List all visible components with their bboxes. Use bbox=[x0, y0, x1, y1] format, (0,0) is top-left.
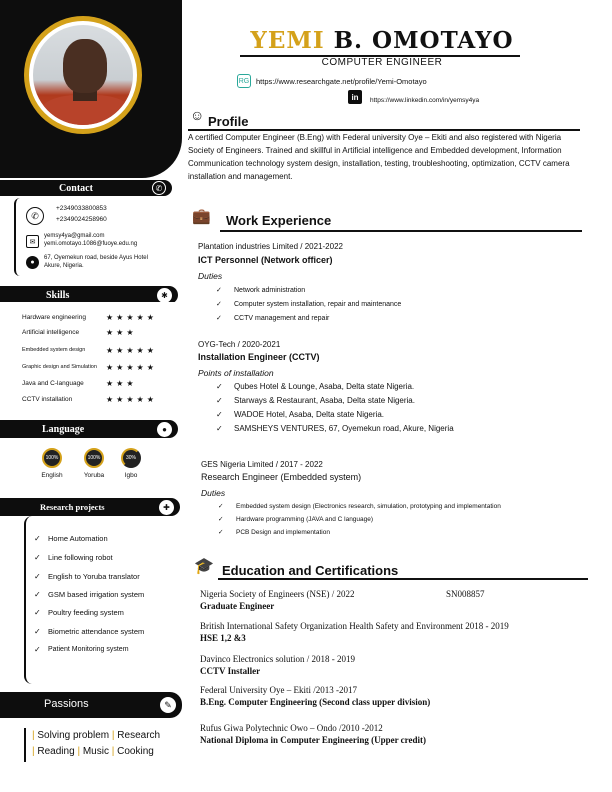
add-circle-icon: ✚ bbox=[159, 500, 174, 515]
contact-block bbox=[14, 198, 182, 276]
job-2-company: OYG-Tech / 2020-2021 bbox=[198, 340, 281, 349]
skill-row bbox=[22, 377, 177, 389]
edu-1-line: Nigeria Society of Engineers (NSE) / 2022 bbox=[200, 589, 355, 599]
person-icon: ☺ bbox=[190, 107, 205, 123]
language-section-header bbox=[0, 420, 178, 438]
list-item: ✓ Qubes Hotel & Lounge, Asaba, Delta state Nigeria. bbox=[216, 382, 415, 391]
first-name: YEMI bbox=[250, 27, 325, 54]
check-icon: ✓ bbox=[218, 516, 224, 523]
edu-4-line: Federal University Oye – Ekiti /2013 -2017 bbox=[200, 685, 357, 695]
skill-stars: ★★★★★ bbox=[106, 362, 157, 372]
language-level-igbo: 30% bbox=[121, 448, 141, 468]
check-icon: ✓ bbox=[216, 315, 222, 322]
full-name bbox=[182, 27, 582, 54]
skills-title: Skills bbox=[46, 289, 70, 301]
job-3-company: GES Nigeria Limited / 2017 - 2022 bbox=[201, 460, 323, 469]
skill-label: Embedded system design bbox=[22, 347, 86, 353]
list-item: ✓ CCTV management and repair bbox=[216, 315, 330, 322]
skill-stars: ★★★ bbox=[106, 378, 137, 388]
email-icon: ✉ bbox=[26, 235, 39, 248]
check-icon: ✓ bbox=[34, 645, 41, 654]
edu-5-line: Rufus Giwa Polytechnic Owo – Ondo /2010 -2012 bbox=[200, 723, 383, 733]
edu-1-award: Graduate Engineer bbox=[200, 601, 275, 611]
job-2-duty-label: Points of installation bbox=[198, 368, 274, 378]
list-item: ✓ GSM based irrigation system bbox=[34, 590, 145, 599]
profile-photo bbox=[33, 25, 133, 125]
check-icon: ✓ bbox=[216, 301, 222, 308]
job-1-role: ICT Personnel (Network officer) bbox=[198, 255, 333, 265]
passions-title: Passions bbox=[44, 698, 89, 710]
language-name-english: English bbox=[41, 472, 63, 479]
check-icon: ✓ bbox=[34, 572, 41, 581]
job-2-role: Installation Engineer (CCTV) bbox=[198, 352, 320, 362]
job-1-duty-label: Duties bbox=[198, 271, 223, 281]
check-icon: ✓ bbox=[34, 608, 41, 617]
edu-5-award: National Diploma in Computer Engineering (Upper credit) bbox=[200, 735, 427, 745]
last-name: B. OMOTAYO bbox=[324, 27, 514, 54]
skill-label: Graphic design and Simulation bbox=[22, 364, 97, 370]
skill-row bbox=[22, 344, 177, 356]
list-item: ✓ Computer system installation, repair and maintenance bbox=[216, 301, 402, 308]
language-list bbox=[0, 438, 182, 490]
skill-label: Hardware engineering bbox=[22, 313, 86, 321]
skill-stars: ★★★★★ bbox=[106, 345, 157, 355]
list-item: ✓ Hardware programming (JAVA and C language) bbox=[218, 516, 374, 523]
skill-stars: ★★★★★ bbox=[106, 312, 157, 322]
gear-icon: ✱ bbox=[157, 288, 172, 303]
list-item: ✓ WADOE Hotel, Asaba, Delta state Nigeria. bbox=[216, 410, 384, 419]
education-rule bbox=[218, 578, 588, 580]
passions-list: | Solving problem | Research | Reading | Music | Cooking bbox=[24, 728, 184, 762]
linkedin-link[interactable]: https://www.linkedin.com/in/yemsy4ya bbox=[370, 97, 480, 104]
contact-title: Contact bbox=[59, 182, 93, 194]
location-icon: ● bbox=[26, 256, 39, 269]
address-line-1: 67, Oyemekun road, beside Ayus Hotel bbox=[44, 255, 148, 261]
profile-text: A certified Computer Engineer (B.Eng) with Federal university Oye – Ekiti and also registered with Nigeria Society of Engineers. Trained and skillful in Artificial intelligence and Embedded development, Information Communication technology system design, installation, testing, troubleshooting, optimization, CCTV camera installation and management. bbox=[188, 133, 570, 181]
check-icon: ✓ bbox=[216, 424, 223, 433]
passion-item: Research bbox=[117, 730, 161, 741]
work-heading: Work Experience bbox=[226, 213, 332, 228]
linkedin-icon: in bbox=[348, 90, 362, 104]
education-heading: Education and Certifications bbox=[222, 563, 399, 578]
passion-item: Reading bbox=[37, 746, 75, 757]
skill-row bbox=[22, 361, 177, 373]
speech-bubble-icon: ● bbox=[157, 422, 172, 437]
skill-row bbox=[22, 311, 177, 323]
skill-stars: ★★★★★ bbox=[106, 394, 157, 404]
edu-3-line: Davinco Electronics solution / 2018 - 2019 bbox=[200, 654, 355, 664]
check-icon: ✓ bbox=[216, 396, 223, 405]
check-icon: ✓ bbox=[34, 534, 41, 543]
job-3-duty-label: Duties bbox=[201, 488, 226, 498]
passion-item: Music bbox=[82, 746, 109, 757]
researchgate-link[interactable]: https://www.researchgate.net/profile/Yemi-Omotayo bbox=[256, 77, 427, 86]
check-icon: ✓ bbox=[34, 590, 41, 599]
skill-label: CCTV installation bbox=[22, 395, 73, 403]
language-name-igbo: Igbo bbox=[124, 472, 138, 479]
skill-stars: ★★★ bbox=[106, 327, 137, 337]
check-icon: ✓ bbox=[218, 503, 224, 510]
language-name-yoruba: Yoruba bbox=[83, 472, 105, 479]
projects-section-header bbox=[0, 498, 180, 516]
pen-icon: ✎ bbox=[160, 697, 176, 713]
edu-4-award: B.Eng. Computer Engineering (Second class upper division) bbox=[200, 697, 431, 707]
researchgate-icon: RG bbox=[237, 74, 251, 88]
skill-label: Artificial intelligence bbox=[22, 328, 80, 336]
skill-row bbox=[22, 393, 177, 405]
phone-1: +2349033800853 bbox=[56, 205, 107, 212]
check-icon: ✓ bbox=[216, 382, 223, 391]
edu-3-award: CCTV Installer bbox=[200, 666, 261, 676]
phone-2: +2349024258960 bbox=[56, 216, 107, 223]
list-item: ✓ Line following robot bbox=[34, 553, 113, 562]
edu-1-number: SN008857 bbox=[446, 589, 485, 599]
projects-list bbox=[24, 516, 182, 684]
skills-list bbox=[0, 302, 182, 417]
list-item: ✓ Starways & Restaurant, Asaba, Delta state Nigeria. bbox=[216, 396, 415, 405]
list-item: ✓ Home Automation bbox=[34, 534, 108, 543]
list-item: ✓ PCB Design and implementation bbox=[218, 529, 330, 536]
list-item: ✓ Patient Monitoring system bbox=[34, 645, 129, 654]
list-item: ✓ Poultry feeding system bbox=[34, 608, 124, 617]
email-2[interactable]: yemi.omotayo.1086@fuoye.edu.ng bbox=[44, 241, 138, 247]
job-title: COMPUTER ENGINEER bbox=[321, 57, 443, 68]
check-icon: ✓ bbox=[216, 287, 222, 294]
passion-item: Solving problem bbox=[37, 730, 110, 741]
list-item: ✓ Biometric attendance system bbox=[34, 627, 145, 636]
check-icon: ✓ bbox=[34, 553, 41, 562]
profile-heading: Profile bbox=[208, 114, 249, 129]
edu-2-line: British International Safety Organization Health Safety and Environment 2018 - 2019 bbox=[200, 621, 509, 631]
check-icon: ✓ bbox=[218, 529, 224, 536]
graduation-cap-icon: 🎓 bbox=[194, 558, 214, 575]
work-rule bbox=[220, 230, 582, 232]
check-icon: ✓ bbox=[216, 410, 223, 419]
language-level-english: 100% bbox=[42, 448, 62, 468]
skill-row bbox=[22, 326, 177, 338]
language-title: Language bbox=[42, 423, 85, 435]
list-item: ✓ English to Yoruba translator bbox=[34, 572, 140, 581]
job-3-role: Research Engineer (Embedded system) bbox=[201, 472, 362, 482]
check-icon: ✓ bbox=[34, 627, 41, 636]
contact-section-header bbox=[0, 180, 172, 196]
passions-section-header bbox=[0, 692, 182, 718]
edu-2-award: HSE 1,2 &3 bbox=[200, 633, 246, 643]
phone-icon: ✆ bbox=[26, 207, 44, 225]
phone-circle-icon: ✆ bbox=[152, 181, 166, 195]
passion-item: Cooking bbox=[117, 746, 154, 757]
language-level-yoruba: 100% bbox=[84, 448, 104, 468]
list-item: ✓ Embedded system design (Electronics research, simulation, prototyping and implementation bbox=[218, 503, 501, 510]
briefcase-icon: 💼 bbox=[192, 208, 211, 225]
skill-label: Java and C-language bbox=[22, 379, 84, 387]
projects-title: Research projects bbox=[40, 502, 105, 512]
address-line-2: Akure, Nigeria. bbox=[44, 263, 84, 269]
profile-photo-frame bbox=[24, 16, 142, 134]
email-1[interactable]: yemsy4ya@gmail.com bbox=[44, 233, 105, 239]
list-item: ✓ SAMSHEYS VENTURES, 67, Oyemekun road, Akure, Nigeria bbox=[216, 424, 454, 433]
list-item: ✓ Network administration bbox=[216, 287, 306, 294]
job-1-company: Plantation industries Limited / 2021-2022 bbox=[198, 242, 343, 251]
